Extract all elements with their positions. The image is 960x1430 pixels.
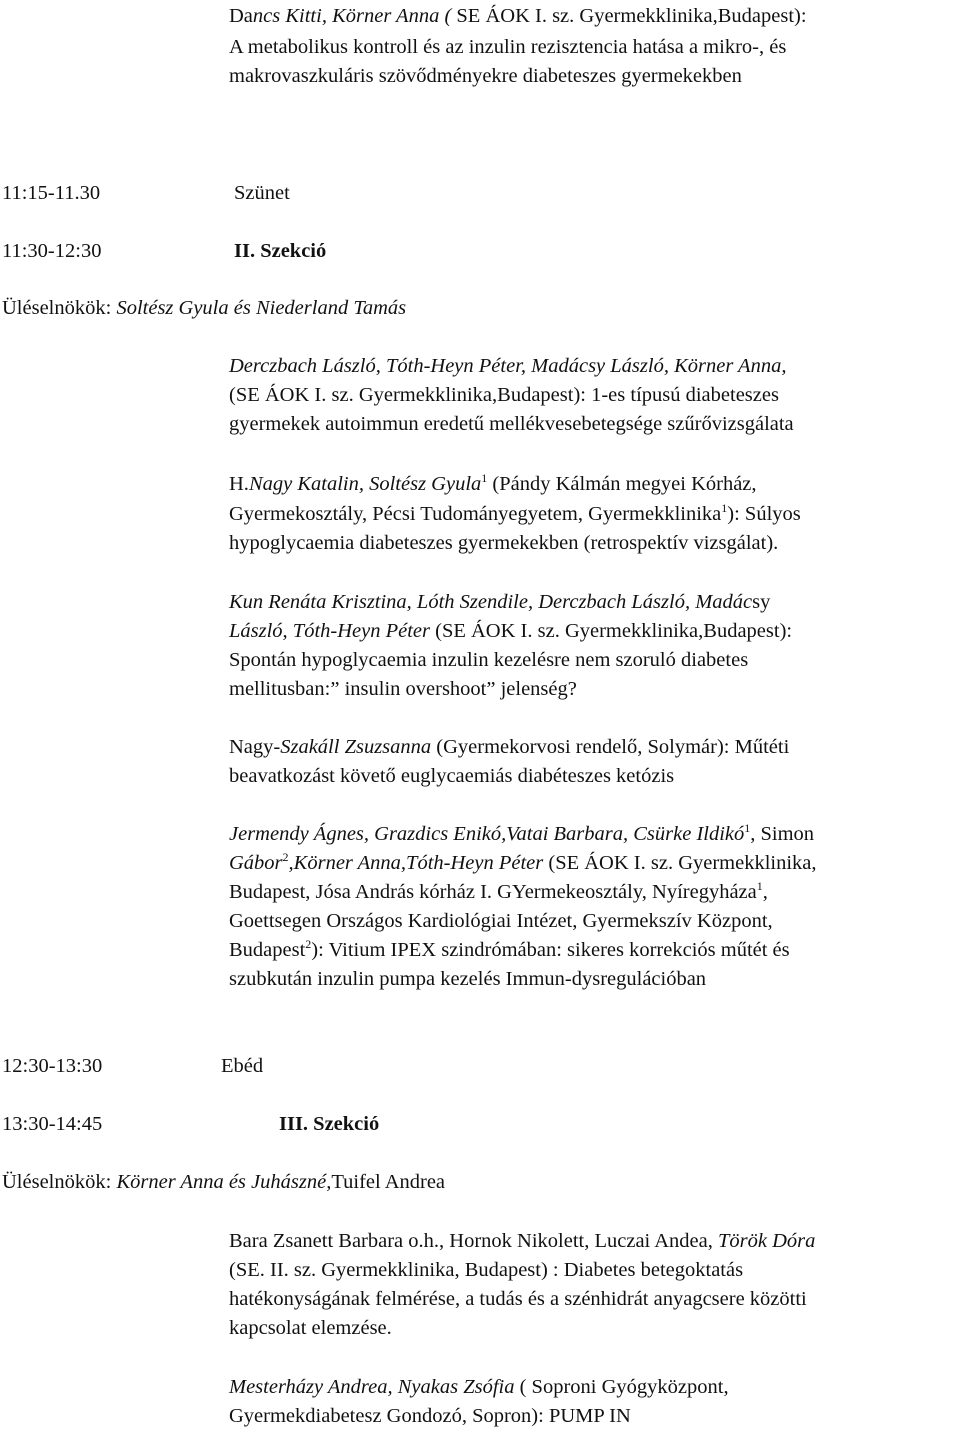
authors-prefix: H.: [229, 473, 249, 495]
talk-authors-line: [229, 1227, 815, 1255]
session-chairs: [2, 1168, 445, 1196]
footnote-mark: 1: [721, 501, 728, 515]
talk-title-line: szubkután inzulin pumpa kezelés Immun-dysregulációban: [229, 968, 707, 990]
footnote-mark: 1: [744, 821, 751, 835]
talk-title-line: Spontán hypoglycaemia inzulin kezelésre nem szoruló diabetes: [229, 649, 749, 671]
talk-authors-line: [229, 849, 817, 877]
talk-title: (Gyermekorvosi rendelő, Solymár): Műtéti: [431, 736, 790, 758]
authors-roman: Da: [229, 5, 253, 27]
affiliation: (SE ÁOK I. sz. Gyermekklinika,Budapest):: [430, 620, 793, 642]
chairs-names: Körner Anna és Juhászné,: [116, 1171, 332, 1193]
chairs-label: Üléselnökök:: [2, 297, 112, 319]
footnote-mark: 2: [305, 937, 312, 951]
talk-title-line: hypoglycaemia diabeteszes gyermekekben (retrospektív vizsgálat).: [229, 532, 779, 554]
talk-title-line: gyermekek autoimmun eredetű mellékvesebetegsége szűrővizsgálata: [229, 413, 794, 435]
authors-italic: Gábor: [229, 852, 283, 874]
talk-authors-line: [229, 820, 814, 848]
talk-authors-line: [229, 588, 770, 616]
break-label: Szünet: [234, 182, 290, 204]
affiliation: (Pándy Kálmán megyei Kórház,: [487, 473, 757, 495]
footnote-mark: 2: [282, 850, 289, 864]
authors-italic: László, Tóth-Heyn Péter: [229, 620, 430, 642]
talk-title: ): Súlyos: [727, 503, 801, 525]
authors-roman: , Simon: [750, 823, 815, 845]
affiliation: SE ÁOK I. sz. Gyermekklinika,Budapest):: [451, 5, 807, 27]
footnote-mark: 1: [481, 471, 488, 485]
talk-authors-line: [229, 617, 792, 645]
authors-italic: Nagy Katalin, Soltész Gyula: [248, 473, 482, 495]
affiliation: Budapest: [229, 939, 306, 961]
authors-italic: Jermendy Ágnes, Grazdics Enikó,Vatai Barbara, Csürke Ildikó: [229, 823, 745, 845]
authors-italic: Török Dóra: [712, 1230, 816, 1252]
talk-title-line: beavatkozást követő euglycaemiás diabéteszes ketózis: [229, 765, 675, 787]
break-label: Ebéd: [221, 1055, 264, 1077]
authors-roman: Bara Zsanett Barbara o.h., Hornok Nikolett, Luczai Andea,: [229, 1230, 713, 1252]
talk-title: ): Vitium IPEX szindrómában: sikeres korrekciós műtét és: [311, 939, 790, 961]
talk-title-line: (SE. II. sz. Gyermekklinika, Budapest) : Diabetes betegoktatás: [229, 1259, 744, 1281]
break-time: 11:15-11.30: [2, 182, 101, 204]
affiliation: Budapest, Jósa András kórház I. GYermekeosztály, Nyíregyháza: [229, 881, 757, 903]
talk-title-line: Gyermekdiabetesz Gondozó, Sopron): PUMP IN: [229, 1405, 631, 1427]
affiliation: Gyermekosztály, Pécsi Tudományegyetem, Gyermekklinika: [229, 503, 722, 525]
talk-title-line: A metabolikus kontroll és az inzulin rezisztencia hatása a mikro-, és: [229, 36, 787, 58]
session-title: II. Szekció: [234, 240, 327, 262]
session-title: III. Szekció: [279, 1113, 380, 1135]
talk-authors-line: [229, 470, 757, 498]
talk-authors-line: [229, 1373, 729, 1401]
chairs-names: Soltész Gyula és Niederland Tamás: [116, 297, 407, 319]
affiliation: (SE ÁOK I. sz. Gyermekklinika,: [543, 852, 817, 874]
authors-italic: Szakáll Zsuzsanna: [280, 736, 432, 758]
footnote-mark: 1: [756, 879, 763, 893]
break-time: 12:30-13:30: [2, 1055, 103, 1077]
affiliation: ( Soproni Gyógyközpont,: [514, 1376, 729, 1398]
session-time: 11:30-12:30: [2, 240, 102, 262]
chairs-names-rest: Tuifel Andrea: [331, 1171, 446, 1193]
session-chairs: [2, 294, 406, 322]
talk-title-line: mellitusban:” insulin overshoot” jelenség?: [229, 678, 577, 700]
punctuation: ,: [762, 881, 768, 903]
authors-prefix: Nagy-: [229, 736, 281, 758]
authors-italic: Mesterházy Andrea, Nyakas Zsófia: [229, 1376, 515, 1398]
talk-affiliation-line: [229, 878, 768, 906]
authors-italic: ncs Kitti, Körner Anna (: [252, 5, 452, 27]
talk-authors-line: [229, 2, 807, 30]
authors-italic: Kun Renáta Krisztina, Lóth Szendile, Derczbach László, Madác: [229, 591, 753, 613]
talk-title-line: kapcsolat elemzése.: [229, 1317, 392, 1339]
talk-title-line: makrovaszkuláris szövődményekre diabeteszes gyermekekben: [229, 65, 742, 87]
talk-title-line: hatékonyságának felmérése, a tudás és a szénhidrát anyagcsere közötti: [229, 1288, 807, 1310]
talk-affiliation-line: Goettsegen Országos Kardiológiai Intézet, Gyermekszív Központ,: [229, 910, 773, 932]
authors-italic: ,Körner Anna,Tóth-Heyn Péter: [288, 852, 544, 874]
talk-authors: Derczbach László, Tóth-Heyn Péter, Madácsy László, Körner Anna,: [229, 355, 787, 377]
authors-roman: sy: [752, 591, 771, 613]
session-time: 13:30-14:45: [2, 1113, 103, 1135]
talk-authors-line: [229, 733, 789, 761]
talk-title-line: [229, 500, 801, 528]
chairs-label: Üléselnökök:: [2, 1171, 112, 1193]
talk-title-line: (SE ÁOK I. sz. Gyermekklinika,Budapest): 1-es típusú diabeteszes: [229, 384, 779, 406]
talk-title-line: [229, 936, 790, 964]
